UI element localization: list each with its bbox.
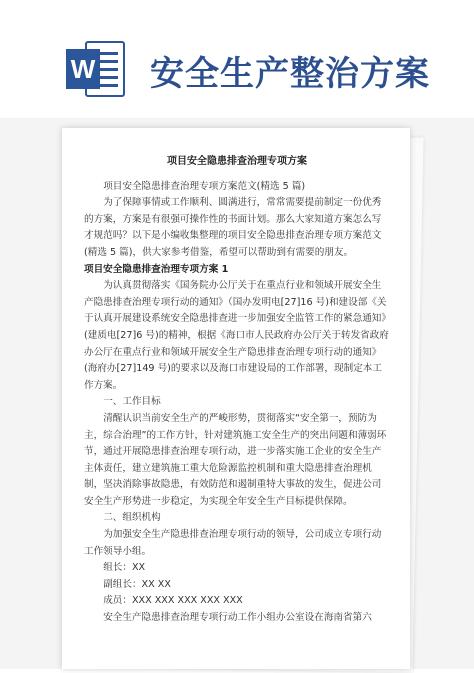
document-page bbox=[62, 128, 410, 669]
document-title: 项目安全隐患排查治理专项方案 bbox=[167, 156, 307, 167]
section-1-paragraph: 为认真贯彻落实《国务院办公厅关于在重点行业和领域开展安全生产隐患排查治理专项行动的通知》（国办发明电[27]16 号)和建设部《关于认真开展建设系统安全隐患排查进一步加强安全监管工作的紧急通知》(建质电[27]6 号)的精神，根据《海口市人民政府办公厅关于转发省政府办公厅在重点行业和领域开展安全生产隐患排查治理专项行动的通知》(海府办[27]149 号)的要求以及海口市建设局的工作部署，现制定本工作方案。 bbox=[84, 280, 389, 391]
svg-text:W: W bbox=[70, 54, 96, 84]
organization-paragraph: 为加强安全生产隐患排查治理专项行动的领导，公司成立专项行动工作领导小组。 bbox=[84, 529, 382, 557]
word-document-icon bbox=[64, 40, 126, 98]
members-line: 成员：XXX XXX XXX XXX XXX bbox=[103, 595, 243, 607]
banner-title: 安全生产整治方案 bbox=[150, 54, 430, 94]
deputy-leader-line: 副组长：XX XX bbox=[103, 578, 171, 590]
heading-organization: 二、组织机构 bbox=[103, 512, 161, 524]
office-paragraph: 安全生产隐患排查治理专项行动工作小组办公室设在海南省第六 bbox=[103, 612, 372, 624]
goal-paragraph: 清醒认识当前安全生产的严峻形势，贯彻落实“安全第一，预防为主，综合治理”的工作方针，针对建筑施工安全生产的突出问题和薄弱环节，通过开展隐患排查治理专项行动，进一步落实施工企业的安全生产主体责任，建立建筑施工重大危险源监控机制和重大隐患排查治理机制，坚决消除事故隐患，有效防范和遏制重特大事故的发生，促进公司安全生产形势进一步稳定，为实现全年安全生产目标提供保障。 bbox=[84, 412, 387, 507]
title-banner bbox=[0, 0, 474, 120]
leader-line: 组长：XX bbox=[103, 562, 146, 574]
heading-work-goal: 一、工作目标 bbox=[103, 396, 161, 408]
intro-heading: 项目安全隐患排查治理专项方案范文(精选 5 篇) bbox=[103, 180, 306, 192]
document-content bbox=[84, 154, 390, 627]
intro-paragraph: 为了保障事情或工作顺利、圆满进行，常常需要提前制定一份优秀的方案，方案是有很强可操作性的书面计划。那么大家知道方案怎么写才规范吗？以下是小编收集整理的项目安全隐患排查治理专项方案范文(精选 5 篇)，供大家参考借鉴，希望可以帮助到有需要的朋友。 bbox=[84, 197, 382, 258]
section-1-title: 项目安全隐患排查治理专项方案 1 bbox=[84, 263, 229, 275]
